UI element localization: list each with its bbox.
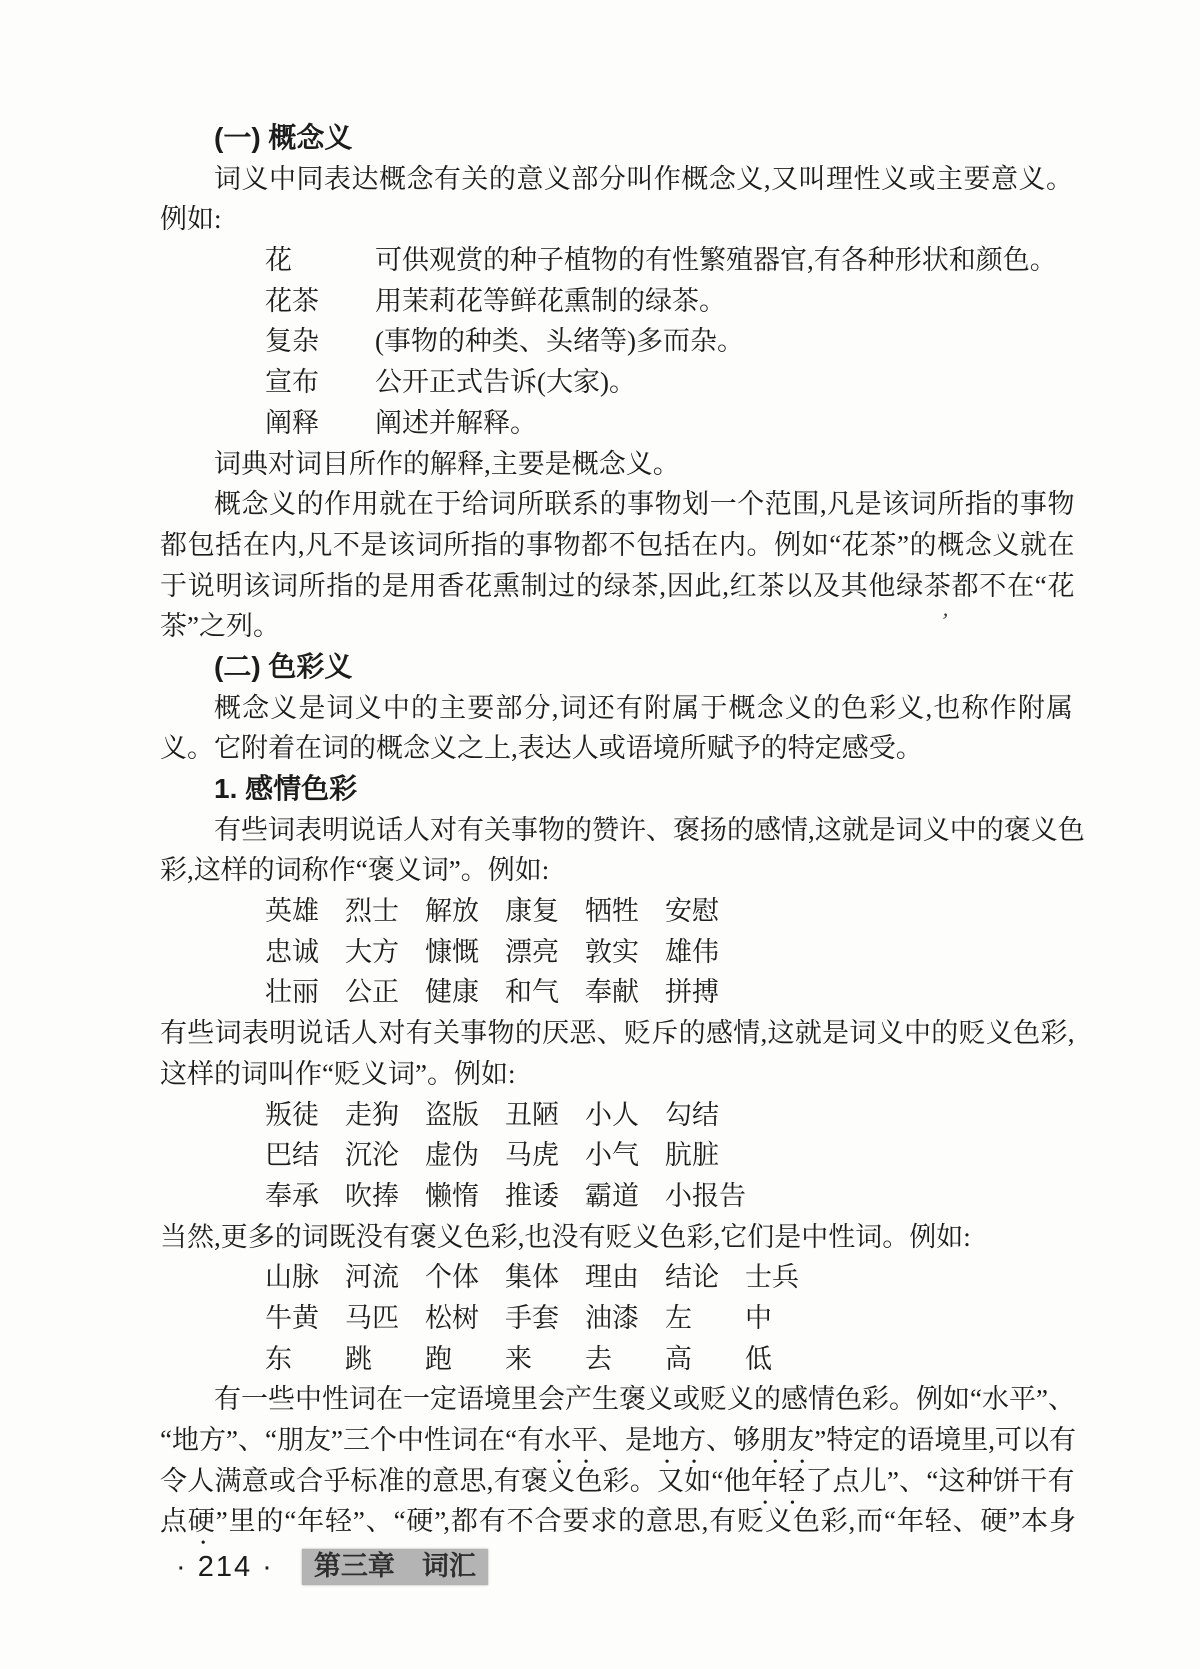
definition-text: (事物的种类、头绪等)多而杂。 [375, 326, 744, 357]
definition-row [160, 281, 1073, 322]
example-word: 奉献 [585, 977, 639, 1008]
scope-paragraph-line: 于说明该词所指的是用香花熏制过的绿茶,因此,红茶以及其他绿茶都不在“花 [160, 570, 1073, 601]
example-word: 丑陋 [505, 1099, 559, 1130]
example-word: 公正 [345, 977, 399, 1008]
neutral-word-row [160, 1298, 1073, 1339]
text-segment: 有一些中性词在一定语境里会产生褒义或贬义的感情色彩。例如“水平”、 [214, 1384, 1075, 1415]
example-word: 理由 [585, 1262, 639, 1293]
definition-text: 阐述并解释。 [375, 407, 537, 438]
example-word: 松树 [425, 1302, 479, 1333]
negative-word-row [160, 1176, 1073, 1217]
definition-row [160, 403, 1073, 444]
example-word: 高 [665, 1343, 692, 1374]
example-word: 东 [265, 1343, 292, 1374]
dictionary-note-line: 词典对词目所作的解释,主要是概念义。 [214, 448, 680, 479]
chapter-label: 第三章 词汇 [302, 1549, 488, 1585]
definition-term: 阐释 [265, 407, 319, 438]
example-word: 跑 [425, 1343, 452, 1374]
definition-term: 花 [265, 245, 292, 276]
neutral-intro-line: 当然,更多的词既没有褒义色彩,也没有贬义色彩,它们是中性词。例如: [160, 1221, 971, 1252]
section2-intro-line: 义。它附着在词的概念义之上,表达人或语境所赋予的特定感受。 [160, 733, 923, 764]
neutral-word-row [160, 1339, 1073, 1380]
example-word: 雄伟 [665, 936, 719, 967]
example-word: 推诿 [505, 1180, 559, 1211]
positive-word-row [160, 932, 1073, 973]
example-word: 康复 [505, 896, 559, 927]
section1-heading: (一) 概念义 [214, 122, 353, 153]
example-word: 健康 [425, 977, 479, 1008]
example-word: 奉承 [265, 1180, 319, 1211]
example-word: 慷慨 [425, 936, 479, 967]
example-word: 集体 [505, 1262, 559, 1293]
example-word: 去 [585, 1343, 612, 1374]
example-word: 沉沦 [345, 1140, 399, 1171]
negative-word-row [160, 1095, 1073, 1136]
text-segment: 、是 [598, 1425, 653, 1455]
example-word: 牺牲 [585, 896, 639, 927]
example-word: 拼搏 [665, 977, 719, 1008]
example-word: 大方 [345, 936, 399, 967]
example-word: 安慰 [665, 896, 719, 927]
text-segment: “地方”、“朋友”三个中性词在“有 [160, 1425, 545, 1455]
example-word: 英雄 [265, 896, 319, 927]
example-word: 左 [665, 1302, 692, 1333]
emphasized-word: 硬 [187, 1506, 216, 1537]
example-word: 中 [745, 1302, 772, 1333]
definition-row [160, 240, 1073, 281]
emphasized-word: 年轻 [750, 1465, 806, 1496]
negative-word-row [160, 1135, 1073, 1176]
negative-intro-line: 有些词表明说话人对有关事物的厌恶、贬斥的感情,这就是词义中的贬义色彩, [160, 1018, 1073, 1049]
example-word: 忠诚 [265, 936, 319, 967]
example-word: 马匹 [345, 1302, 399, 1333]
scope-paragraph-line: 概念义的作用就在于给词所联系的事物划一个范围,凡是该词所指的事物 [214, 489, 1073, 520]
example-word: 牛黄 [265, 1302, 319, 1333]
example-word: 吹捧 [345, 1180, 399, 1211]
context-paragraph-line [160, 1420, 1073, 1461]
example-word: 低 [745, 1343, 772, 1374]
definition-row [160, 362, 1073, 403]
definition-text: 用茉莉花等鲜花熏制的绿茶。 [375, 285, 726, 316]
context-paragraph-line [160, 1501, 1073, 1542]
positive-word-row [160, 972, 1073, 1013]
definition-term: 复杂 [265, 326, 319, 357]
text-segment: ”里的“年轻”、“硬”,都有不合要求的意思,有贬义色彩,而“年轻、硬”本身 [215, 1506, 1074, 1537]
definition-text: 公开正式告诉(大家)。 [375, 367, 636, 398]
context-paragraph-line [160, 1461, 1073, 1502]
example-word: 壮丽 [265, 977, 319, 1008]
emphasized-word: 朋友 [760, 1425, 815, 1455]
example-word: 肮脏 [665, 1140, 719, 1171]
text-segment: 了点儿”、“这种饼干有 [805, 1465, 1074, 1496]
scope-paragraph-line: 都包括在内,凡不是该词所指的事物都不包括在内。例如“花茶”的概念义就在 [160, 529, 1073, 560]
scan-speck-mark: ’ [939, 607, 951, 634]
example-word: 走狗 [345, 1099, 399, 1130]
example-word: 盗版 [425, 1099, 479, 1130]
example-word: 小气 [585, 1140, 639, 1171]
example-word: 手套 [505, 1302, 559, 1333]
example-word: 士兵 [745, 1262, 799, 1293]
definition-term: 宣布 [265, 367, 319, 398]
example-word: 来 [505, 1343, 532, 1374]
example-word: 小报告 [665, 1180, 746, 1211]
subsection-heading-emotional-color: 1. 感情色彩 [214, 773, 358, 804]
emphasized-word: 水平 [544, 1425, 599, 1455]
example-word: 和气 [505, 977, 559, 1008]
section2-intro-line: 概念义是词义中的主要部分,词还有附属于概念义的色彩义,也称作附属 [214, 692, 1073, 723]
example-word: 个体 [425, 1262, 479, 1293]
context-paragraph-line [160, 1379, 1073, 1420]
example-word: 结论 [665, 1262, 719, 1293]
example-word: 烈士 [345, 896, 399, 927]
example-word: 马虎 [505, 1140, 559, 1171]
section2-heading: (二) 色彩义 [214, 650, 353, 682]
example-word: 勾结 [665, 1099, 719, 1130]
definition-text: 可供观赏的种子植物的有性繁殖器官,有各种形状和颜色。 [375, 245, 1057, 276]
example-word: 虚伪 [425, 1140, 479, 1171]
example-word: 小人 [585, 1099, 639, 1130]
example-word: 解放 [425, 896, 479, 927]
scope-paragraph-line: 茶”之列。 [160, 611, 280, 642]
text-segment: 令人满意或合乎标准的意思,有褒义色彩。又如“他 [160, 1465, 751, 1496]
negative-intro-line: 这样的词叫作“贬义词”。例如: [160, 1058, 516, 1089]
section1-intro-line: 词义中同表达概念有关的意义部分叫作概念义,又叫理性义或主要意义。 [214, 163, 1073, 194]
text-segment: ”特定的语境里,可以有 [814, 1425, 1074, 1455]
example-word: 河流 [345, 1262, 399, 1293]
example-word: 霸道 [585, 1180, 639, 1211]
example-word: 漂亮 [505, 936, 559, 967]
emphasized-word: 地方 [652, 1425, 707, 1455]
definition-row [160, 321, 1073, 362]
example-word: 懒惰 [425, 1180, 479, 1211]
positive-intro-line: 彩,这样的词称作“褒义词”。例如: [160, 855, 550, 886]
positive-intro-line: 有些词表明说话人对有关事物的赞许、褒扬的感情,这就是词义中的褒义色 [214, 814, 1085, 845]
neutral-word-row [160, 1257, 1073, 1298]
example-word: 山脉 [265, 1262, 319, 1293]
example-word: 巴结 [265, 1140, 319, 1171]
positive-word-row [160, 891, 1073, 932]
example-word: 叛徒 [265, 1099, 319, 1130]
example-word: 敦实 [585, 936, 639, 967]
page-number: · 214 · [176, 1550, 274, 1583]
definition-term: 花茶 [265, 285, 319, 316]
section1-example-label: 例如: [160, 204, 222, 235]
example-word: 跳 [345, 1343, 372, 1374]
text-segment: 、够 [706, 1425, 761, 1455]
example-word: 油漆 [585, 1302, 639, 1333]
page-footer [160, 1548, 1073, 1586]
text-segment: 点 [160, 1506, 188, 1537]
